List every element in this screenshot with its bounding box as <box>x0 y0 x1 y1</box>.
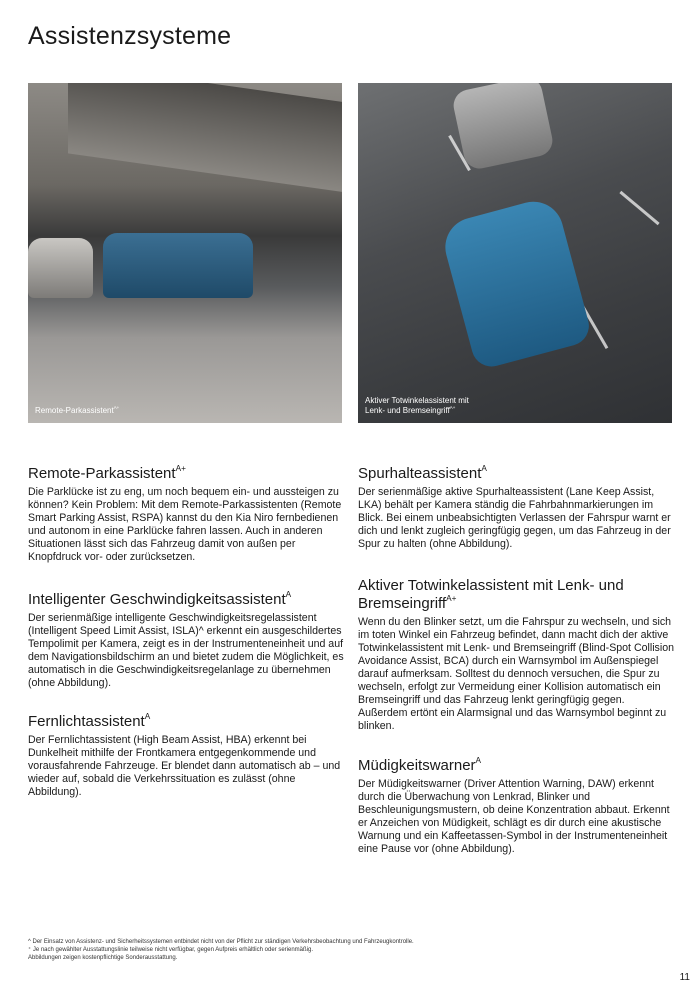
section-high-beam <box>28 713 344 799</box>
photo-caption: Aktiver Totwinkelassistent mit Lenk- und Bremseingriff$^{A+}$ <box>365 396 469 415</box>
section-body: Der serienmäßige intelligente Geschwindigkeitsregelassistent (Intelligent Speed Limit Assist, ISLA)^ erkennt ein ausgeschildertes Tempolimit per Kamera, zeigt es in der Instrumenteneinheit und auf dem Navigationsbildschirm an und bietet zudem die Möglichkeit, es automatisch in die Geschwindigkeitsregelanlage zu übernehmen (ohne Abbildung). <box>28 612 344 689</box>
section-fatigue-warning <box>358 757 674 856</box>
photo-remote-parking <box>28 83 342 423</box>
carport-roof <box>68 83 342 193</box>
section-heading: Remote-Parkassistent$^{A+}$ <box>28 464 186 482</box>
section-heading: Spurhalteassistent$^A$ <box>358 464 487 482</box>
lane-marking <box>619 191 659 225</box>
photo-blind-spot <box>358 83 672 423</box>
car-blue <box>103 233 253 298</box>
section-remote-park <box>28 465 344 564</box>
footnote: Abbildungen zeigen kostenpflichtige Sonderausstattung. <box>28 955 178 961</box>
section-body: Die Parklücke ist zu eng, um noch bequem ein- und aussteigen zu können? Kein Problem: Mit dem Remote-Parkassistenten (Remote Smart Parking Assist, RSPA) kannst du den Kia Niro fernbedienen und autonom in eine Parklücke fahren lassen. Auch in anderen Situationen lässt sich das Fahrzeug damit von außen per Knopfdruck vor- oder zurücksetzen. <box>28 486 342 563</box>
section-heading: Intelligenter Geschwindigkeitsassistent$^A$ <box>28 590 292 608</box>
section-body: Wenn du den Blinker setzt, um die Fahrspur zu wechseln, und sich im toten Winkel ein Fahrzeug befindet, dann macht dich der aktive Totwinkelassistent mit Lenk- und Bremseingriff (Blind-Spot Collision Avoidance Assist, BCA) durch ein Warnsymbol im Außenspiegel darauf aufmerksam. Solltest du dennoch versuchen, die Spur zu wechseln, erfolgt zur Vermeidung einer Kollision automatisch ein Bremseingriff und das Fahrzeug lenkt geringfügig gegen. Außerdem ertönt ein Alarmsignal und das Warnsymbol beginnt zu blinken. <box>358 616 674 732</box>
section-heading: Fernlichtassistent$^A$ <box>28 712 151 730</box>
section-heading: Müdigkeitswarner$^A$ <box>358 756 482 774</box>
section-body: Der Fernlichtassistent (High Beam Assist, HBA) erkennt bei Dunkelheit mithilfe der Frontkamera entgegenkommende und vorausfahrende Fahrzeuge. Er blendet dann automatisch ab – und wieder auf, sobald die Verkehrssituation es zulässt (ohne Abbildung). <box>28 734 341 798</box>
page-number: 11 <box>679 972 690 983</box>
section-lane-keep <box>358 465 674 551</box>
car-silver <box>28 238 93 298</box>
section-speed-assist <box>28 591 344 690</box>
photo-caption: Remote-Parkassistent$^{A+}$ <box>35 405 120 415</box>
footnote: ⁺ Je nach gewählter Ausstattungslinie teilweise nicht verfügbar, gegen Aufpreis erhältlich oder serienmäßig. <box>28 947 313 953</box>
car-grey <box>451 83 556 171</box>
section-body: Der Müdigkeitswarner (Driver Attention Warning, DAW) erkennt durch die Überwachung von Lenkrad, Blinker und Beschleunigungsmustern, ob deine Konzentration abbaut. Erkennt er Anzeichen von Müdigkeit, schlägt es dir durch eine akustische Warnung und ein Kaffeetassen-Symbol in der Instrumenteneinheit eine Pause vor (ohne Abbildung). <box>358 778 670 855</box>
footnotes <box>28 938 414 962</box>
section-body: Der serienmäßige aktive Spurhalteassistent (Lane Keep Assist, LKA) behält per Kamera ständig die Fahrbahnmarkierungen im Blick. Bei einem unbeabsichtigten Verlassen der Fahrspur warnt er dich und lenkt zugleich geringfügig gegen, um das Fahrzeug in der Spur zu halten (ohne Abbildung). <box>358 486 671 550</box>
section-blind-spot <box>358 577 674 733</box>
footnote: ^ Der Einsatz von Assistenz- und Sicherheitssystemen entbindet nicht von der Pflicht zur ständigen Verkehrsbeobachtung und Fahrzeugkontrolle. <box>28 939 414 945</box>
page-title: Assistenzsysteme <box>28 22 232 50</box>
car-blue <box>439 195 594 371</box>
section-heading: Aktiver Totwinkelassistent mit Lenk- und Bremseingriff$^{A+}$ <box>358 577 624 612</box>
